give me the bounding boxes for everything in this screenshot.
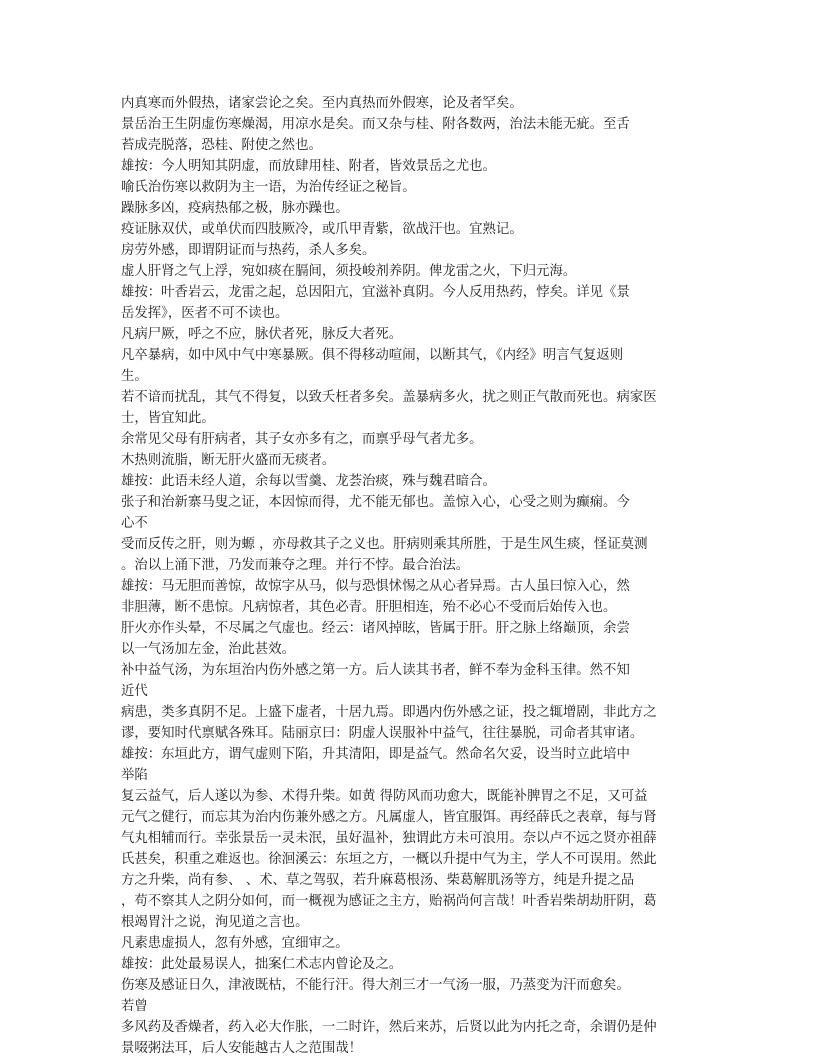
text-line: 余常见父母有肝病者，其子女亦多有之，而禀乎母气者尤多。 <box>121 432 483 447</box>
text-line: 元气之健行，而忘其为治内伤兼外感之方。凡属虚人，皆宜服饵。再经薛氏之表章，每与肾 <box>121 810 657 825</box>
text-line: 苔成壳脱落，恐桂、附使之然也。 <box>121 138 322 153</box>
text-line: 景岳治王生阴虚伤寒燥渴，用凉水是矣。而又杂与桂、附各数两，治法未能无疵。至舌 <box>121 117 630 132</box>
text-line: 复云益气，后人遂以为参、术得升柴。如黄 得防风而功愈大，既能补脾胃之不足，又可益 <box>121 789 648 804</box>
text-line: 近代 <box>121 684 148 699</box>
text-line: 受而反传之肝，则为螈 ，亦母救其子之义也。肝病则乘其所胜，于是生风生痰，怪证莫测 <box>121 537 648 552</box>
text-line: 雄按：叶香岩云，龙雷之起，总因阳亢，宜滋补真阴。今人反用热药，悖矣。详见《景 <box>121 285 630 300</box>
text-line: 张子和治新寨马叟之证，本因惊而得，尤不能无郁也。盖惊入心，心受之则为癫痫。今 <box>121 495 630 510</box>
text-line: 凡卒暴病，如中风中气中寒暴厥。俱不得移动喧闹，以断其气，《内经》明言气复返则 <box>121 348 624 363</box>
text-line: 虚人肝肾之气上浮，宛如痰在膈间，须投峻剂养阴。俾龙雷之火，下归元海。 <box>121 264 577 279</box>
text-line: 氏甚矣，积重之难返也。徐洄溪云：东垣之方，一概以升提中气为主，学人不可误用。然此 <box>121 852 657 867</box>
text-line: 多风药及香燥者，药入必大作胀，一二时许，然后来苏，后贤以此为内托之奇，余谓仍是仲 <box>121 1020 657 1035</box>
text-line: 病患，类多真阴不足。上盛下虚者，十居九焉。即遇内伤外感之证，投之辄增剧，非此方之 <box>121 705 657 720</box>
text-line: 生。 <box>121 369 148 384</box>
text-line: 非胆薄，断不患惊。凡病惊者，其色必青。肝胆相连，殆不必心不受而后始传入也。 <box>121 600 617 615</box>
text-line: 以一气汤加左金，治此甚效。 <box>121 642 296 657</box>
text-line: 喻氏治伤寒以救阴为主一语，为治传经证之秘旨。 <box>121 180 416 195</box>
text-line: 雄按：此语未经人道，余每以雪羹、龙荟治痰，殊与魏君暗合。 <box>121 474 496 489</box>
text-line: 气丸相辅而行。幸张景岳一灵未泯，虽好温补，独谓此方未可浪用。奈以卢不远之贤亦祖薛 <box>121 831 657 846</box>
text-line: 若曾 <box>121 999 148 1014</box>
text-line: 躁脉多凶，疫病热郁之极，脉亦躁也。 <box>121 201 349 216</box>
text-line: 根竭胃汁之说，洵见道之言也。 <box>121 915 309 930</box>
text-line: ，苟不察其人之阴分如何，而一概视为感证之主方，贻祸尚何言哉！叶香岩柴胡劫肝阴，葛 <box>121 894 657 909</box>
text-line: 若不谙而扰乱，其气不得复，以致夭枉者多矣。盖暴病多火，扰之则正气散而死也。病家医 <box>121 390 657 405</box>
text-line: 雄按：马无胆而善惊，故惊字从马，似与恐惧怵惕之从心者异焉。古人虽曰惊入心，然 <box>121 579 630 594</box>
text-line: 雄按：今人明知其阴虚，而放肆用桂、附者，皆效景岳之尤也。 <box>121 159 496 174</box>
text-line: 岳发挥》，医者不可不读也。 <box>121 306 289 321</box>
text-line: 举陷 <box>121 768 148 783</box>
text-line: 。治以上涌下泄，乃发而兼夺之理。并行不悖。最合治法。 <box>121 558 470 573</box>
text-line: 心不 <box>121 516 148 531</box>
text-line: 疫证脉双伏，或单伏而四肢厥冷，或爪甲青紫，欲战汗也。宜熟记。 <box>121 222 523 237</box>
text-line: 凡病尸厥，呼之不应，脉伏者死，脉反大者死。 <box>121 327 403 342</box>
text-line: 凡素患虚损人，忽有外感，宜细审之。 <box>121 936 349 951</box>
text-line: 景啜粥法耳，后人安能越古人之范围哉！ <box>121 1041 363 1056</box>
text-line: 方之升柴，尚有参、 、术、草之驾驭，若升麻葛根汤、柴葛解肌汤等方，纯是升提之品 <box>121 873 635 888</box>
text-line: 补中益气汤，为东垣治内伤外感之第一方。后人读其书者，鲜不奉为金科玉律。然不知 <box>121 663 630 678</box>
text-line: 木热则流脂，断无肝火盛而无痰者。 <box>121 453 336 468</box>
text-line: 房劳外感，即谓阴证而与热药，杀人多矣。 <box>121 243 376 258</box>
text-line: 谬，要知时代禀赋各殊耳。陆丽京曰：阴虚人误服补中益气，往往暴脱，司命者其审诸。 <box>121 726 644 741</box>
text-line: 内真寒而外假热，诸家尝论之矣。至内真热而外假寒，论及者罕矣。 <box>121 96 523 111</box>
text-line: 雄按：东垣此方，谓气虚则下陷，升其清阳，即是益气。然命名欠妥，设当时立此培中 <box>121 747 630 762</box>
text-line: 士，皆宜知此。 <box>121 411 215 426</box>
text-line: 伤寒及感证日久，津液既枯，不能行汗。得大剂三才一气汤一服，乃蒸变为汗而愈矣。 <box>121 978 630 993</box>
text-line: 雄按：此处最易误人，拙案仁术志内曾论及之。 <box>121 957 403 972</box>
text-line: 肝火亦作头晕，不尽属之气虚也。经云：诸风掉眩，皆属于肝。肝之脉上络巅顶，余尝 <box>121 621 630 636</box>
